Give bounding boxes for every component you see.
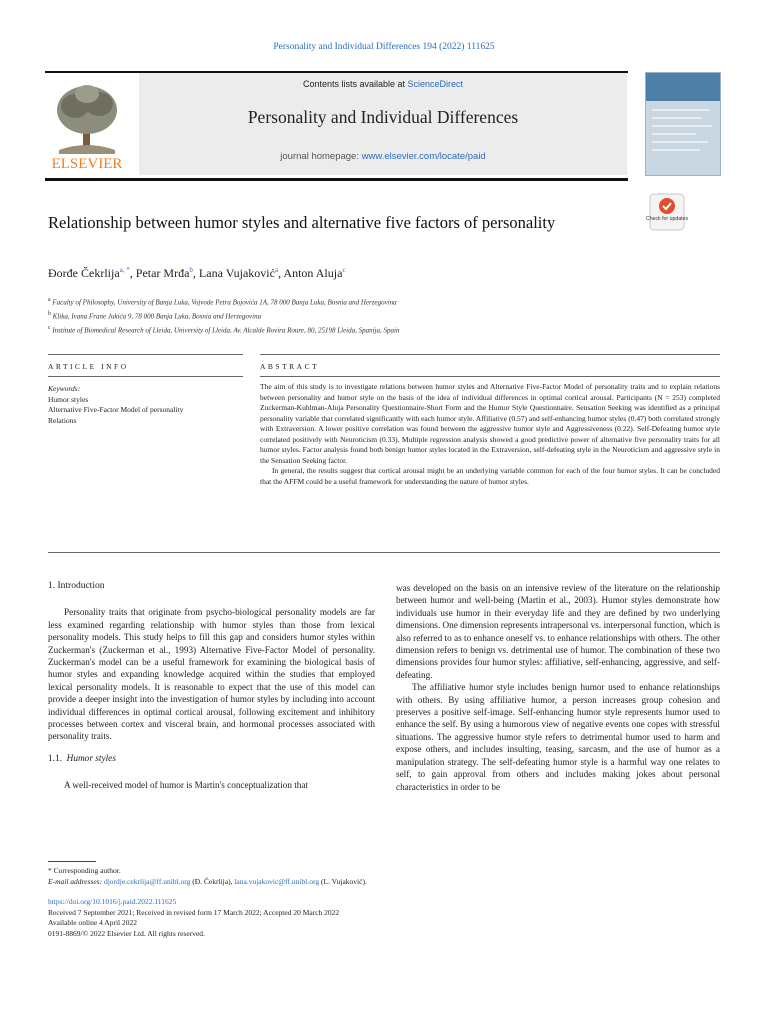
divider [48, 354, 243, 355]
affiliation-mark: c [48, 324, 51, 331]
author-name[interactable]: Petar Mrđa [135, 266, 190, 280]
received-dates: Received 7 September 2021; Received in revised form 17 March 2022; Accepted 20 March 2022 [48, 907, 340, 917]
keywords-label: Keywords: [48, 384, 81, 393]
header-bottom-rule [45, 178, 628, 181]
body-paragraph: Personality traits that originate from psycho-biological personality models are far less examined regarding relationship with humor styles than those from lexical personality models. This study helps to fill this gap and considers humor styles within Zuckerman's (Zuckerman et al., 1993) Alternative Five-Factor Model of personality. Zuckerman's model can be a useful framework for examining the biological basis of humor styles and expanding knowledge acquired within the studies that employed lexical personality models. It is reasonable to expect that the use of this model can provide a deeper insight into the investigation of humor styles by including into account individual differences in optimal cortical arousal, following excitement and inhibitory processes between cortex and visceral brain, and hormonal processes associated with personality traits. [48, 607, 375, 742]
author-affiliation-mark[interactable]: c [342, 266, 346, 274]
body-left-column [48, 580, 375, 792]
keyword-item: Humor styles [48, 394, 89, 404]
cover-line [652, 149, 700, 151]
author-name[interactable]: Đorđe Čekrlija [48, 266, 120, 280]
body-paragraph: The affiliative humor style includes benign humor used to enhance relationships with others. By using affiliative humor, a person increases group cohesion and preserves a positive self-image. Self-enhancing humor style represents humor used to enhance the self. By using a humorous view of negative events one copes with stressful situations. The aggressive humor style refers to detrimental humor used to harm and expose others, and includes insulting, teasing, sarcasm, and the use of humor as a manipulation strategy. The self-defeating humor style is a harmful way one relates to self, to gain approval from others and includes making jokes about personal characteristics in order to be [396, 682, 720, 792]
email-owner: (Đ. Čekrlija), [190, 877, 235, 886]
article-info-heading: ARTICLE INFO [48, 362, 129, 371]
check-updates-label: Check for updates [645, 216, 689, 222]
journal-title: Personality and Individual Differences [247, 107, 519, 127]
elsevier-logo[interactable] [45, 76, 129, 172]
journal-cover-thumbnail[interactable] [645, 72, 721, 176]
divider [260, 354, 720, 355]
author-affiliation-mark[interactable]: a [274, 266, 279, 274]
homepage-prefix: journal homepage: [280, 151, 362, 162]
contents-prefix: Contents lists available at [302, 79, 408, 89]
affiliations [48, 295, 399, 336]
affiliation-item [48, 295, 399, 309]
journal-homepage [139, 151, 627, 162]
keywords-block [48, 384, 243, 426]
author-name[interactable]: Lana Vujaković [198, 266, 275, 280]
divider [48, 552, 720, 553]
corresponding-author-note: * Corresponding author. [48, 866, 121, 875]
affiliation-item [48, 309, 399, 323]
email-label: E-mail addresses: [48, 877, 103, 886]
check-for-updates-badge[interactable] [645, 194, 689, 230]
subsection-number: 1.1. [48, 753, 62, 764]
cover-line [652, 109, 710, 111]
affiliation-mark: a [48, 297, 51, 303]
affiliation-mark: b [48, 310, 51, 317]
author-list: Đorđe Čekrlija$^{a, *}$, Petar Mrđa$^b$, Lana Vujaković$^a$, Anton Aluja$^c$ [48, 266, 346, 280]
footnotes [48, 865, 728, 887]
section-heading-introduction: 1. Introduction [48, 581, 105, 591]
doi-link[interactable]: https://doi.org/10.1016/j.paid.2022.111625 [48, 897, 177, 906]
available-online: Available online 4 April 2022 [48, 918, 138, 927]
check-updates-icon [645, 194, 689, 230]
affiliation-text: Faculty of Philosophy, University of Banja Luka, Vojvode Petra Bojovića 1A, 78 000 Banja Luka, Bosnia and Herzegovina [52, 298, 397, 307]
elsevier-tree-icon [45, 76, 129, 172]
email-owner: (L. Vujaković). [319, 877, 367, 886]
keyword-item: Alternative Five-Factor Model of personality [48, 405, 184, 414]
keyword-item: Relations [48, 415, 77, 425]
abstract-paragraph: The aim of this study is to investigate relations between humor styles and Alternative Five-Factor Model of personality traits and to explain relations between personality and humor style on the basis of the idea of individual differences in optimal cortical arousal. Participants (N = 253) completed Zuckerman-Kuhlman-Aluja Personality Questionnaire-Short Form and the Humor Style Questionnaire. Sensation Seeking was identified as a principal personality variable that correlated significantly with each humor style. Affiliative (0.57) and self-enhancing humor styles (0.47) both correlated strongly with Extraversion. A lower positive correlation was found between the aggressive humor style and Aggressiveness (0.22). Self-Defeating humor style correlated positively with Neuroticism (0.33). Multiple regression analysis showed a good predictive power of alternative five personality traits for all humor styles. Factor analysis found both benign humor styles located in the Extraversion, self-defeating style in the Neuroticism and aggressive style in the Sensation Seeking factor. [260, 382, 720, 465]
publication-info [48, 897, 339, 939]
body-paragraph: A well-received model of humor is Martin's conceptualization that [64, 780, 309, 791]
elsevier-wordmark: ELSEVIER [51, 156, 123, 172]
author-name[interactable]: Anton Aluja [283, 266, 343, 280]
journal-reference[interactable]: Personality and Individual Differences 194 (2022) 111625 [273, 42, 495, 52]
homepage-link[interactable]: www.elsevier.com/locate/paid [361, 151, 486, 162]
contents-availability [139, 79, 627, 89]
cover-line [652, 117, 702, 119]
email-link[interactable]: djordje.cekrlija@ff.unibl.org [103, 877, 191, 886]
paper-title: Relationship between humor styles and alternative five factors of personality [48, 213, 556, 232]
subsection-heading-humor-styles [48, 753, 375, 765]
cover-line [652, 125, 712, 127]
affiliation-item [48, 323, 399, 337]
sciencedirect-link[interactable]: ScienceDirect [407, 79, 464, 89]
divider [48, 376, 243, 377]
copyright: 0191-8869/© 2022 Elsevier Ltd. All rights reserved. [48, 928, 205, 938]
author-affiliation-mark[interactable]: b [189, 266, 193, 274]
email-link[interactable]: lana.vujakovic@ff.unibl.org [234, 877, 320, 886]
cover-band [646, 73, 720, 101]
cover-line [652, 141, 708, 143]
subsection-title: Humor styles [66, 753, 116, 764]
header-top-rule [45, 71, 628, 73]
abstract-paragraph: In general, the results suggest that cortical arousal might be an underlying variable common for each of the four humor styles. It can be concluded that the AFFM could be a useful framework for understanding the nature of humor styles. [260, 466, 720, 486]
cover-line [652, 133, 696, 135]
body-paragraph: was developed on the basis on an intensive review of the literature on the relationship between humor and well-being (Martin et al., 2003). Humor styles demonstrate how individuals use humor in their everyday life and they are defined by two underlying dimensions. One dimension represents intrapersonal vs. interpersonal function, which is also referred to as to enhance oneself vs. to enhance relationships with others. The other dimension refers to benign vs. detrimental use of humor. The combination of these two dimensions provides four humor styles: affiliative, self-enhancing, aggressive, and self-defeating. [396, 583, 720, 680]
email-addresses [48, 876, 728, 887]
abstract-heading: ABSTRACT [260, 362, 320, 371]
body-right-column [396, 582, 720, 793]
divider [260, 376, 720, 377]
affiliation-text: Institute of Biomedical Research of Lleida, University of Lleida, Av. Alcalde Rovira Roure, 80, 25198 Lleida, Spanija, Spain [52, 325, 400, 334]
abstract-body [260, 382, 720, 487]
author-affiliation-mark[interactable]: a, * [119, 266, 130, 274]
affiliation-text: Klika, Ivana Frane Jukića 9, 78 000 Banja Luka, Bosnia and Herzegovina [52, 312, 262, 321]
footnote-divider [48, 861, 96, 862]
